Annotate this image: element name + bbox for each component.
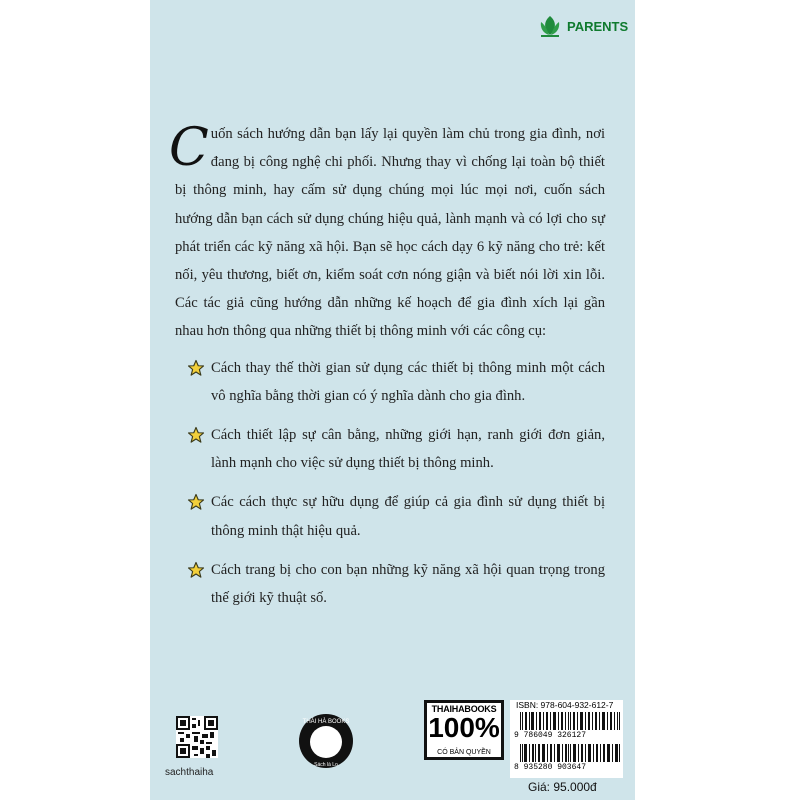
star-icon: [187, 493, 205, 511]
ean-number: 8 935280 903647: [514, 763, 587, 772]
list-item-text: Các cách thực sự hữu dụng để giúp cả gia đình sử dụng thiết bị thông minh thật hiệu quả.: [211, 494, 605, 539]
seal-top-text: THÁI HÀ BOOKS: [302, 719, 350, 725]
star-icon: [187, 561, 205, 579]
barcode-isbn: [520, 712, 620, 730]
barcode-ean: [520, 744, 620, 762]
star-icon: [187, 426, 205, 444]
list-item: [175, 354, 605, 410]
list-item: [175, 421, 605, 477]
leaf-logo-icon: [537, 13, 563, 39]
parents-brand: [537, 13, 628, 39]
feature-list: [175, 354, 605, 613]
badge-percent: 100%: [428, 712, 500, 743]
qr-code: [176, 716, 218, 758]
price: Giá: 95.000đ: [528, 780, 597, 794]
drop-cap: C: [169, 118, 209, 178]
isbn-label: ISBN: 978-604-932-612-7: [516, 700, 614, 710]
list-item-text: Cách thiết lập sự cân bằng, những giới hạn, ranh giới đơn giản, lành mạnh cho việc sử dụng thiết bị thông minh.: [211, 427, 605, 472]
publisher-seal: [298, 713, 354, 769]
intro-paragraph: [169, 118, 605, 346]
list-item-text: Cách trang bị cho con bạn những kỹ năng xã hội quan trọng trong thế giới kỹ thuật số.: [211, 561, 605, 607]
list-item: [175, 556, 605, 612]
list-item-text: Cách thay thế thời gian sử dụng các thiết bị thông minh một cách vô nghĩa bằng thời gian có ý nghĩa dành cho gia đình.: [211, 359, 605, 404]
badge-caption: CÓ BẢN QUYỀN: [437, 749, 491, 756]
copyright-badge: [424, 700, 504, 760]
badge-brand: THAIHABOOKS: [431, 704, 497, 714]
list-item: [175, 488, 605, 544]
intro-text: uốn sách hướng dẫn bạn lấy lại quyền làm chủ trong gia đình, nơi đang bị công nghệ chi phối. Nhưng thay vì chống lại toàn bộ thiết bị thông minh, hay cấm sử dụng chúng mọi lúc mọi nơi, cuốn sách hướng dẫn bạn cách sử dụng chúng hiệu quả, lành mạnh và có lợi cho sự phát triển các kỹ năng xã hội. Bạn sẽ học cách dạy 6 kỹ năng cho trẻ: kết nối, yêu thương, biết ơn, kiểm soát cơn nóng giận và biết nói lời xin lỗi. Các tác giả cũng hướng dẫn những kế hoạch để gia đình xích lại gần nhau hơn thông qua những thiết bị thông minh với các công cụ:: [175, 126, 605, 340]
brand-label: PARENTS: [567, 18, 629, 34]
description: [169, 118, 605, 623]
seal-bottom-text: Sách là Lo: [314, 762, 338, 768]
star-icon: [187, 359, 205, 377]
isbn-block: [510, 700, 623, 778]
qr-label: sachthaiha: [165, 767, 214, 778]
isbn-number: 9 786049 326127: [514, 731, 587, 740]
